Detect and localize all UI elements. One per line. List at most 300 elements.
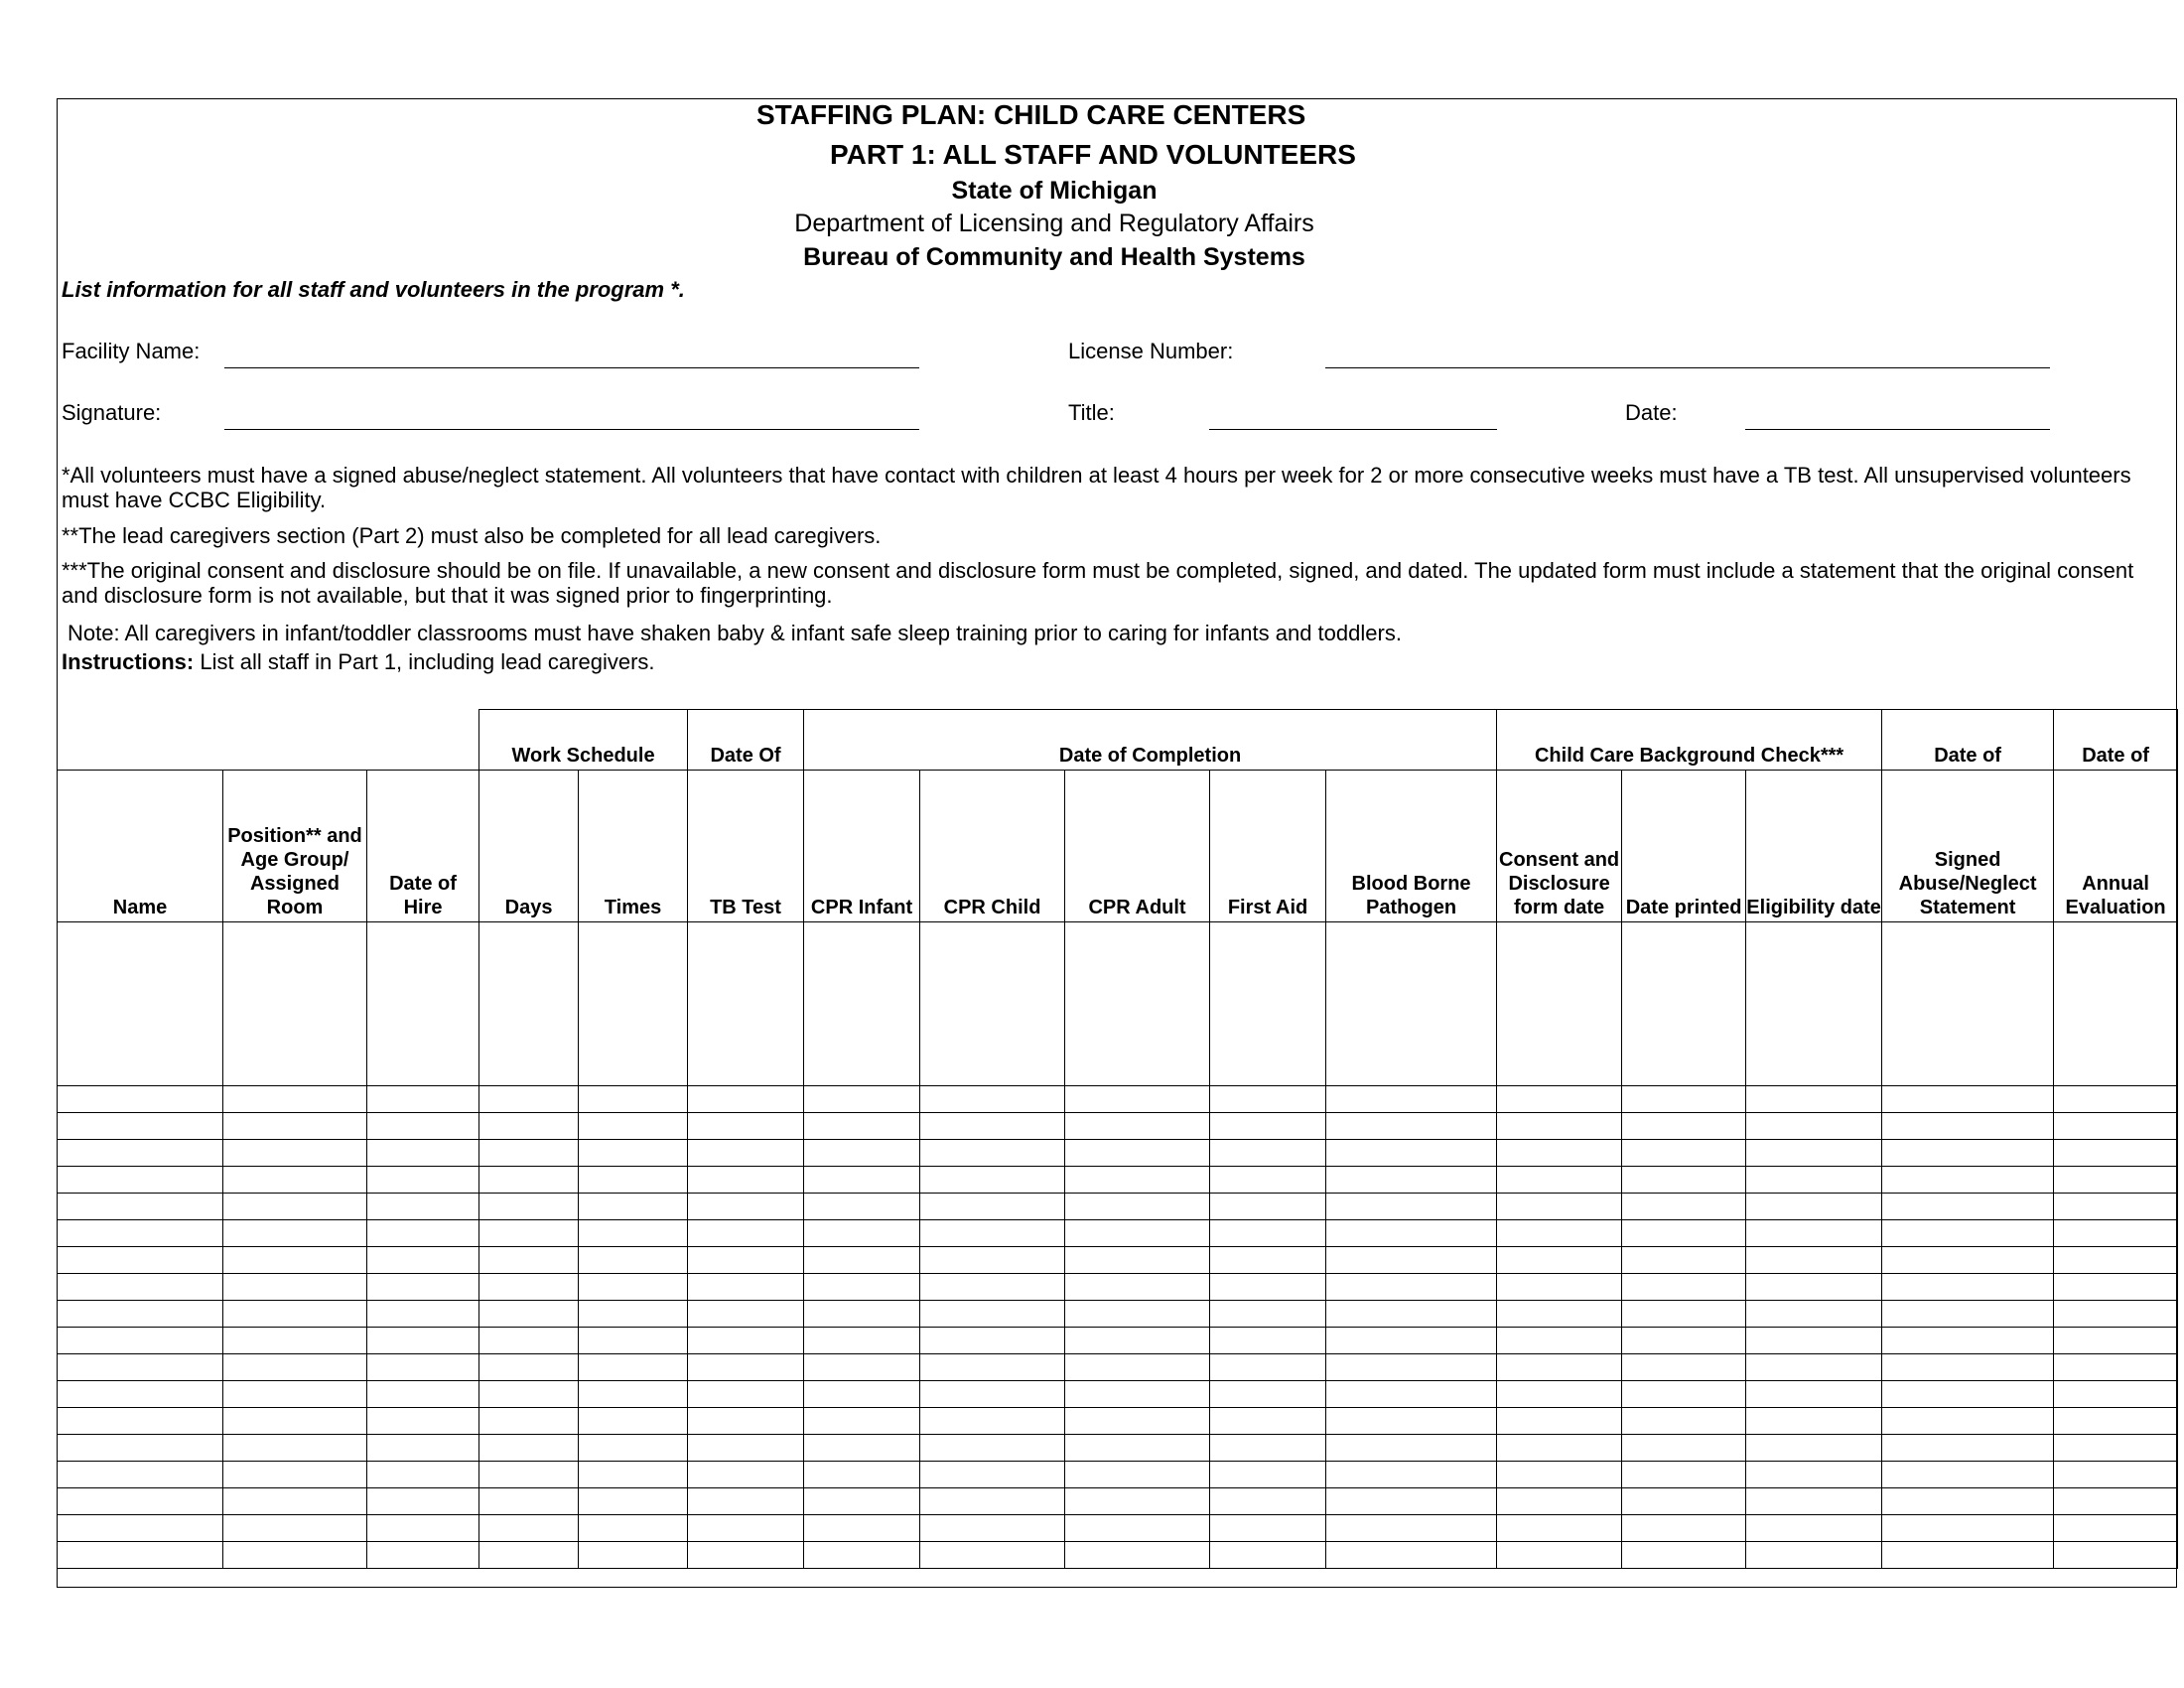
table-cell[interactable] [367, 1515, 479, 1542]
table-cell[interactable] [804, 1140, 920, 1167]
table-cell[interactable] [1746, 1167, 1882, 1194]
table-cell[interactable] [1210, 1140, 1326, 1167]
table-cell[interactable] [223, 922, 367, 1086]
table-cell[interactable] [367, 922, 479, 1086]
table-cell[interactable] [223, 1274, 367, 1301]
table-cell[interactable] [1882, 1301, 2054, 1328]
table-cell[interactable] [1065, 1515, 1210, 1542]
table-cell[interactable] [1622, 1381, 1746, 1408]
table-cell[interactable] [367, 1408, 479, 1435]
table-cell[interactable] [1497, 1515, 1622, 1542]
table-cell[interactable] [367, 1220, 479, 1247]
table-cell[interactable] [1882, 1354, 2054, 1381]
signature-field[interactable] [224, 429, 919, 430]
table-cell[interactable] [1622, 1086, 1746, 1113]
table-cell[interactable] [58, 1542, 223, 1569]
license-number-field[interactable] [1325, 367, 2050, 368]
table-cell[interactable] [1326, 1247, 1497, 1274]
table-cell[interactable] [1746, 1488, 1882, 1515]
table-cell[interactable] [1210, 922, 1326, 1086]
table-cell[interactable] [1065, 1435, 1210, 1462]
table-cell[interactable] [367, 1381, 479, 1408]
table-cell[interactable] [1326, 1140, 1497, 1167]
table-cell[interactable] [479, 1194, 579, 1220]
table-cell[interactable] [920, 1194, 1065, 1220]
table-cell[interactable] [2054, 1542, 2178, 1569]
table-cell[interactable] [58, 1381, 223, 1408]
table-cell[interactable] [1622, 1542, 1746, 1569]
table-cell[interactable] [58, 1488, 223, 1515]
table-cell[interactable] [1210, 1301, 1326, 1328]
table-cell[interactable] [1326, 1113, 1497, 1140]
table-cell[interactable] [1326, 1354, 1497, 1381]
table-cell[interactable] [1882, 1542, 2054, 1569]
table-cell[interactable] [1210, 1462, 1326, 1488]
table-cell[interactable] [367, 1140, 479, 1167]
table-cell[interactable] [804, 1167, 920, 1194]
table-cell[interactable] [2054, 1488, 2178, 1515]
table-cell[interactable] [479, 1140, 579, 1167]
table-cell[interactable] [367, 1194, 479, 1220]
table-cell[interactable] [1497, 1220, 1622, 1247]
table-cell[interactable] [920, 1354, 1065, 1381]
table-cell[interactable] [1326, 1408, 1497, 1435]
table-cell[interactable] [1622, 1194, 1746, 1220]
table-cell[interactable] [579, 1274, 688, 1301]
table-cell[interactable] [804, 1220, 920, 1247]
table-cell[interactable] [920, 1515, 1065, 1542]
table-cell[interactable] [579, 1542, 688, 1569]
table-cell[interactable] [1746, 1194, 1882, 1220]
table-cell[interactable] [1326, 1301, 1497, 1328]
table-cell[interactable] [223, 1381, 367, 1408]
table-cell[interactable] [920, 1462, 1065, 1488]
table-cell[interactable] [1882, 1247, 2054, 1274]
table-cell[interactable] [223, 1301, 367, 1328]
table-cell[interactable] [1622, 1220, 1746, 1247]
table-cell[interactable] [804, 1435, 920, 1462]
table-cell[interactable] [1210, 1515, 1326, 1542]
table-cell[interactable] [1210, 1220, 1326, 1247]
table-cell[interactable] [1882, 1435, 2054, 1462]
table-cell[interactable] [367, 1247, 479, 1274]
table-cell[interactable] [479, 1301, 579, 1328]
table-cell[interactable] [1746, 1381, 1882, 1408]
table-cell[interactable] [367, 1462, 479, 1488]
table-cell[interactable] [579, 1354, 688, 1381]
table-cell[interactable] [1065, 1354, 1210, 1381]
table-cell[interactable] [1326, 1381, 1497, 1408]
table-cell[interactable] [1622, 1488, 1746, 1515]
table-cell[interactable] [58, 1167, 223, 1194]
table-cell[interactable] [1065, 1301, 1210, 1328]
table-cell[interactable] [804, 1328, 920, 1354]
table-cell[interactable] [1622, 1328, 1746, 1354]
table-cell[interactable] [1622, 1354, 1746, 1381]
table-cell[interactable] [223, 1328, 367, 1354]
table-cell[interactable] [367, 1113, 479, 1140]
table-cell[interactable] [1746, 1086, 1882, 1113]
table-cell[interactable] [1746, 922, 1882, 1086]
table-cell[interactable] [223, 1113, 367, 1140]
table-cell[interactable] [58, 1435, 223, 1462]
table-cell[interactable] [1622, 1435, 1746, 1462]
table-cell[interactable] [2054, 1462, 2178, 1488]
table-cell[interactable] [1210, 1354, 1326, 1381]
table-cell[interactable] [804, 922, 920, 1086]
table-cell[interactable] [1210, 1167, 1326, 1194]
table-cell[interactable] [1497, 1542, 1622, 1569]
table-cell[interactable] [920, 1328, 1065, 1354]
table-cell[interactable] [920, 1140, 1065, 1167]
table-cell[interactable] [1497, 922, 1622, 1086]
table-cell[interactable] [1065, 1113, 1210, 1140]
table-cell[interactable] [804, 1488, 920, 1515]
table-cell[interactable] [804, 1354, 920, 1381]
table-cell[interactable] [579, 1086, 688, 1113]
table-cell[interactable] [1882, 1381, 2054, 1408]
table-cell[interactable] [58, 1408, 223, 1435]
table-cell[interactable] [1497, 1167, 1622, 1194]
table-cell[interactable] [1497, 1381, 1622, 1408]
table-cell[interactable] [1882, 1515, 2054, 1542]
table-cell[interactable] [479, 1167, 579, 1194]
table-cell[interactable] [1746, 1113, 1882, 1140]
table-cell[interactable] [920, 1167, 1065, 1194]
table-cell[interactable] [223, 1462, 367, 1488]
table-cell[interactable] [579, 1435, 688, 1462]
table-cell[interactable] [579, 1462, 688, 1488]
table-cell[interactable] [1497, 1113, 1622, 1140]
table-cell[interactable] [223, 1247, 367, 1274]
table-cell[interactable] [1326, 1167, 1497, 1194]
table-cell[interactable] [2054, 1515, 2178, 1542]
table-cell[interactable] [920, 1435, 1065, 1462]
table-cell[interactable] [1326, 1462, 1497, 1488]
table-cell[interactable] [1497, 1247, 1622, 1274]
table-cell[interactable] [1065, 1247, 1210, 1274]
table-cell[interactable] [920, 1086, 1065, 1113]
table-cell[interactable] [479, 1542, 579, 1569]
table-cell[interactable] [1497, 1301, 1622, 1328]
table-cell[interactable] [579, 1515, 688, 1542]
table-cell[interactable] [579, 1381, 688, 1408]
table-cell[interactable] [804, 1113, 920, 1140]
title-field[interactable] [1209, 429, 1497, 430]
table-cell[interactable] [1882, 1140, 2054, 1167]
table-cell[interactable] [920, 922, 1065, 1086]
table-cell[interactable] [2054, 1194, 2178, 1220]
table-cell[interactable] [223, 1140, 367, 1167]
table-cell[interactable] [1210, 1194, 1326, 1220]
table-cell[interactable] [2054, 1328, 2178, 1354]
table-cell[interactable] [1497, 1194, 1622, 1220]
table-cell[interactable] [479, 1488, 579, 1515]
table-cell[interactable] [579, 1301, 688, 1328]
table-cell[interactable] [1882, 1488, 2054, 1515]
table-cell[interactable] [804, 1301, 920, 1328]
table-cell[interactable] [1882, 1408, 2054, 1435]
table-cell[interactable] [367, 1435, 479, 1462]
table-cell[interactable] [1326, 1435, 1497, 1462]
table-cell[interactable] [223, 1408, 367, 1435]
table-cell[interactable] [1882, 1086, 2054, 1113]
table-cell[interactable] [1210, 1247, 1326, 1274]
table-cell[interactable] [2054, 1354, 2178, 1381]
table-cell[interactable] [1210, 1488, 1326, 1515]
table-cell[interactable] [688, 1167, 804, 1194]
table-cell[interactable] [1622, 1274, 1746, 1301]
table-cell[interactable] [920, 1301, 1065, 1328]
table-cell[interactable] [579, 1408, 688, 1435]
table-cell[interactable] [920, 1274, 1065, 1301]
table-cell[interactable] [1065, 1220, 1210, 1247]
table-cell[interactable] [1065, 1542, 1210, 1569]
table-cell[interactable] [920, 1542, 1065, 1569]
table-cell[interactable] [920, 1220, 1065, 1247]
table-cell[interactable] [1326, 1328, 1497, 1354]
table-cell[interactable] [1622, 1167, 1746, 1194]
table-cell[interactable] [58, 1301, 223, 1328]
table-cell[interactable] [1882, 1194, 2054, 1220]
table-cell[interactable] [58, 1220, 223, 1247]
table-cell[interactable] [479, 1086, 579, 1113]
table-cell[interactable] [223, 1167, 367, 1194]
table-cell[interactable] [1210, 1542, 1326, 1569]
table-cell[interactable] [367, 1301, 479, 1328]
table-cell[interactable] [2054, 1274, 2178, 1301]
table-cell[interactable] [1497, 1274, 1622, 1301]
table-cell[interactable] [1065, 1328, 1210, 1354]
table-cell[interactable] [1746, 1301, 1882, 1328]
table-cell[interactable] [1210, 1274, 1326, 1301]
table-cell[interactable] [223, 1435, 367, 1462]
table-cell[interactable] [2054, 1408, 2178, 1435]
table-cell[interactable] [1326, 1274, 1497, 1301]
table-cell[interactable] [804, 1381, 920, 1408]
table-cell[interactable] [1065, 1408, 1210, 1435]
table-cell[interactable] [1210, 1408, 1326, 1435]
table-cell[interactable] [1497, 1354, 1622, 1381]
table-cell[interactable] [58, 922, 223, 1086]
table-cell[interactable] [2054, 1301, 2178, 1328]
table-cell[interactable] [579, 1328, 688, 1354]
table-cell[interactable] [2054, 1086, 2178, 1113]
table-cell[interactable] [1326, 1194, 1497, 1220]
table-cell[interactable] [1746, 1247, 1882, 1274]
table-cell[interactable] [1210, 1435, 1326, 1462]
table-cell[interactable] [688, 1220, 804, 1247]
table-cell[interactable] [479, 1247, 579, 1274]
table-cell[interactable] [1622, 922, 1746, 1086]
table-cell[interactable] [579, 1167, 688, 1194]
table-cell[interactable] [920, 1381, 1065, 1408]
table-cell[interactable] [1622, 1301, 1746, 1328]
table-cell[interactable] [804, 1515, 920, 1542]
table-cell[interactable] [1746, 1435, 1882, 1462]
table-cell[interactable] [479, 1515, 579, 1542]
table-cell[interactable] [920, 1113, 1065, 1140]
table-cell[interactable] [1065, 1488, 1210, 1515]
table-cell[interactable] [479, 1328, 579, 1354]
table-cell[interactable] [1622, 1462, 1746, 1488]
table-cell[interactable] [58, 1086, 223, 1113]
table-cell[interactable] [1210, 1328, 1326, 1354]
facility-name-field[interactable] [224, 367, 919, 368]
table-cell[interactable] [920, 1488, 1065, 1515]
table-cell[interactable] [1497, 1462, 1622, 1488]
table-cell[interactable] [479, 1381, 579, 1408]
table-cell[interactable] [804, 1542, 920, 1569]
table-cell[interactable] [1065, 1086, 1210, 1113]
table-cell[interactable] [1882, 1113, 2054, 1140]
table-cell[interactable] [688, 1542, 804, 1569]
table-cell[interactable] [688, 1113, 804, 1140]
table-cell[interactable] [367, 1274, 479, 1301]
table-cell[interactable] [2054, 922, 2178, 1086]
table-cell[interactable] [804, 1247, 920, 1274]
table-cell[interactable] [688, 1328, 804, 1354]
table-cell[interactable] [479, 1462, 579, 1488]
table-cell[interactable] [58, 1113, 223, 1140]
table-cell[interactable] [920, 1408, 1065, 1435]
table-cell[interactable] [1497, 1408, 1622, 1435]
table-cell[interactable] [1497, 1488, 1622, 1515]
table-cell[interactable] [1210, 1381, 1326, 1408]
table-cell[interactable] [804, 1462, 920, 1488]
table-cell[interactable] [2054, 1220, 2178, 1247]
table-cell[interactable] [688, 1274, 804, 1301]
table-cell[interactable] [2054, 1167, 2178, 1194]
table-cell[interactable] [1882, 922, 2054, 1086]
table-cell[interactable] [1065, 1167, 1210, 1194]
table-cell[interactable] [223, 1488, 367, 1515]
table-cell[interactable] [479, 1435, 579, 1462]
table-cell[interactable] [1065, 1381, 1210, 1408]
table-cell[interactable] [1326, 922, 1497, 1086]
table-cell[interactable] [58, 1462, 223, 1488]
table-cell[interactable] [1746, 1542, 1882, 1569]
table-cell[interactable] [367, 1488, 479, 1515]
table-cell[interactable] [688, 1408, 804, 1435]
table-cell[interactable] [1326, 1086, 1497, 1113]
table-cell[interactable] [688, 1086, 804, 1113]
table-cell[interactable] [1746, 1408, 1882, 1435]
table-cell[interactable] [1882, 1167, 2054, 1194]
table-cell[interactable] [367, 1086, 479, 1113]
table-cell[interactable] [58, 1247, 223, 1274]
table-cell[interactable] [688, 1462, 804, 1488]
table-cell[interactable] [58, 1274, 223, 1301]
table-cell[interactable] [688, 922, 804, 1086]
table-cell[interactable] [804, 1274, 920, 1301]
table-cell[interactable] [1497, 1435, 1622, 1462]
table-cell[interactable] [367, 1542, 479, 1569]
table-cell[interactable] [58, 1194, 223, 1220]
table-cell[interactable] [223, 1542, 367, 1569]
table-cell[interactable] [579, 1140, 688, 1167]
table-cell[interactable] [479, 1113, 579, 1140]
table-cell[interactable] [479, 1354, 579, 1381]
table-cell[interactable] [1210, 1113, 1326, 1140]
table-cell[interactable] [367, 1354, 479, 1381]
table-cell[interactable] [920, 1247, 1065, 1274]
table-cell[interactable] [58, 1328, 223, 1354]
table-cell[interactable] [223, 1194, 367, 1220]
table-cell[interactable] [579, 1220, 688, 1247]
table-cell[interactable] [1882, 1220, 2054, 1247]
table-cell[interactable] [223, 1354, 367, 1381]
table-cell[interactable] [1746, 1354, 1882, 1381]
table-cell[interactable] [1065, 1462, 1210, 1488]
table-cell[interactable] [1622, 1247, 1746, 1274]
table-cell[interactable] [804, 1194, 920, 1220]
table-cell[interactable] [1882, 1328, 2054, 1354]
table-cell[interactable] [1882, 1274, 2054, 1301]
table-cell[interactable] [1065, 1194, 1210, 1220]
table-cell[interactable] [579, 1113, 688, 1140]
table-cell[interactable] [223, 1515, 367, 1542]
table-cell[interactable] [1746, 1515, 1882, 1542]
table-cell[interactable] [1210, 1086, 1326, 1113]
table-cell[interactable] [804, 1086, 920, 1113]
table-cell[interactable] [579, 922, 688, 1086]
date-field[interactable] [1745, 429, 2050, 430]
table-cell[interactable] [2054, 1381, 2178, 1408]
table-cell[interactable] [1326, 1220, 1497, 1247]
table-cell[interactable] [688, 1381, 804, 1408]
table-cell[interactable] [2054, 1140, 2178, 1167]
table-cell[interactable] [1497, 1086, 1622, 1113]
table-cell[interactable] [2054, 1113, 2178, 1140]
table-cell[interactable] [2054, 1435, 2178, 1462]
table-cell[interactable] [688, 1194, 804, 1220]
table-cell[interactable] [58, 1354, 223, 1381]
table-cell[interactable] [804, 1408, 920, 1435]
table-cell[interactable] [1326, 1515, 1497, 1542]
table-cell[interactable] [223, 1086, 367, 1113]
table-cell[interactable] [579, 1488, 688, 1515]
table-cell[interactable] [479, 1408, 579, 1435]
table-cell[interactable] [1497, 1328, 1622, 1354]
table-cell[interactable] [367, 1328, 479, 1354]
table-cell[interactable] [1065, 1140, 1210, 1167]
table-cell[interactable] [1065, 1274, 1210, 1301]
table-cell[interactable] [58, 1140, 223, 1167]
table-cell[interactable] [688, 1247, 804, 1274]
table-cell[interactable] [479, 922, 579, 1086]
table-cell[interactable] [2054, 1247, 2178, 1274]
table-cell[interactable] [479, 1274, 579, 1301]
table-cell[interactable] [479, 1220, 579, 1247]
table-cell[interactable] [579, 1247, 688, 1274]
table-cell[interactable] [1622, 1113, 1746, 1140]
table-cell[interactable] [1746, 1274, 1882, 1301]
table-cell[interactable] [1622, 1408, 1746, 1435]
table-cell[interactable] [1746, 1462, 1882, 1488]
table-cell[interactable] [1746, 1220, 1882, 1247]
table-cell[interactable] [688, 1515, 804, 1542]
table-cell[interactable] [688, 1140, 804, 1167]
table-cell[interactable] [1882, 1462, 2054, 1488]
table-cell[interactable] [367, 1167, 479, 1194]
table-cell[interactable] [579, 1194, 688, 1220]
table-cell[interactable] [1622, 1515, 1746, 1542]
table-cell[interactable] [223, 1220, 367, 1247]
table-cell[interactable] [1746, 1328, 1882, 1354]
table-cell[interactable] [58, 1515, 223, 1542]
table-cell[interactable] [688, 1301, 804, 1328]
